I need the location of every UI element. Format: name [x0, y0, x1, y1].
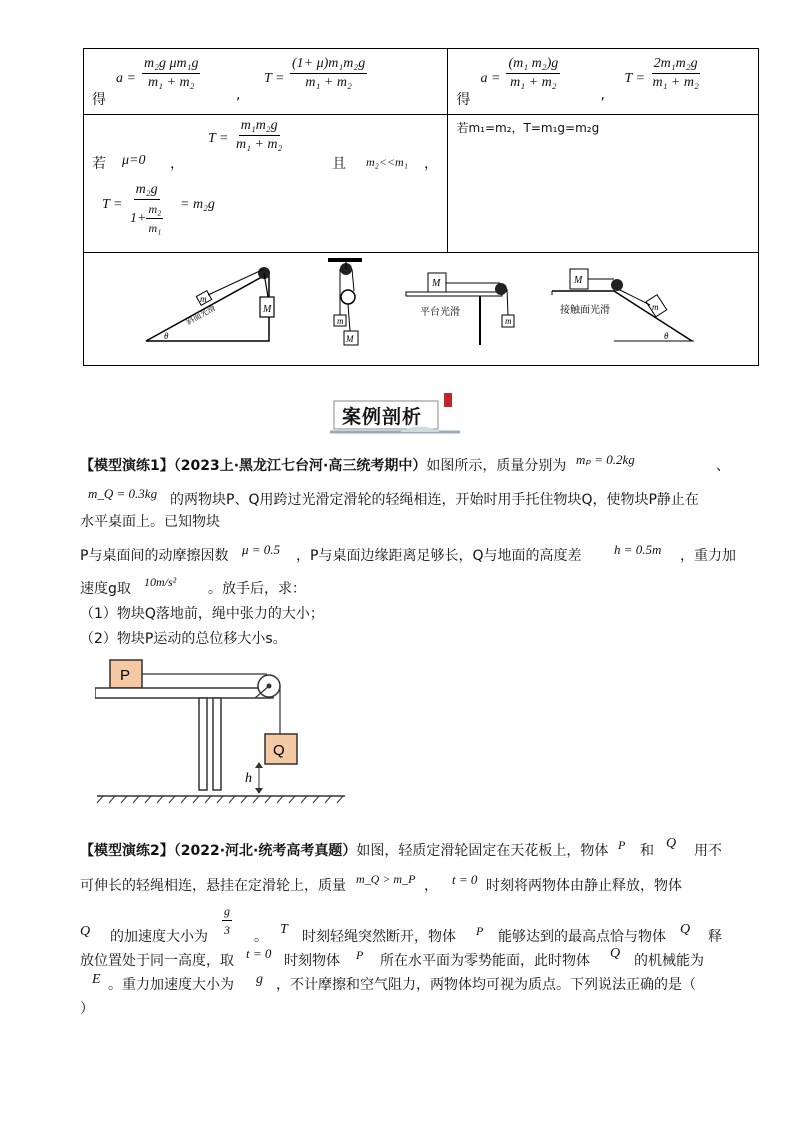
cell-r1c2 [448, 49, 759, 115]
block-P-label: P [120, 667, 131, 684]
M-label: M [432, 278, 441, 289]
M-label: M [346, 334, 354, 344]
height-label: h [245, 771, 252, 786]
ex2-line3e: 释 [708, 929, 722, 945]
M-label: M [574, 275, 583, 286]
and-text: 且 [332, 156, 346, 172]
m-label: m [200, 294, 207, 304]
t-fraction: $\frac{\text{2m₁m₂g}}{\text{m₁ + m₂}}$ [652, 56, 699, 90]
ex1-tag: 【模型演练1】 [80, 458, 174, 474]
incline-smooth-label: 斜面光滑 [184, 303, 217, 327]
ex2-line3d: 能够达到的最高点恰与物体 [498, 929, 666, 945]
ex1-question2: （2）物块P运动的总位移大小s。 [80, 631, 287, 647]
comma: ， [170, 156, 184, 172]
ex1-line5b: 。放手后，求： [208, 581, 306, 597]
case-analysis-banner [330, 393, 460, 433]
symbol-Q: Q [610, 946, 621, 961]
incline-figure [146, 267, 274, 341]
ex1-line4c: ，重力加 [680, 548, 736, 564]
and-text: 和 [640, 843, 654, 859]
prefix-text: 得 [92, 92, 106, 108]
theta-label: θ [164, 331, 169, 341]
t-zero: t = 0 [452, 872, 478, 887]
ex1-line5: 速度g取 [80, 581, 131, 597]
ex2-line5b: ，不计摩擦和空气阻力，两物体均可视为质点。下列说法正确的是（ [276, 977, 696, 993]
platform-figure [406, 273, 514, 345]
ex1-line4b: ，P与桌面边缘距离足够长，Q与地面的高度差 [296, 548, 582, 564]
ex1-g: 10m/s² [144, 575, 177, 589]
formula-table [83, 48, 759, 366]
ex2-line1b: 用不 [694, 843, 722, 859]
m-label: m [337, 316, 344, 326]
figures-row [84, 253, 759, 366]
comma: ， [424, 156, 438, 172]
symbol-E: E [92, 972, 101, 987]
comma: , [600, 87, 605, 103]
t-lhs: T = [208, 131, 229, 146]
symbol-T: T [280, 922, 288, 937]
pulley-figures [84, 253, 758, 361]
ex2-line3c: 时刻轻绳突然断开，物体 [302, 929, 456, 945]
g-over-3: $\frac{g}{3}$ [224, 904, 230, 937]
ex2-line4b: 时刻物体 [284, 953, 340, 969]
cell-r2c2 [448, 115, 759, 253]
mass-condition: m_Q > m_P [356, 872, 416, 886]
symbol-Q: Q [80, 924, 91, 939]
a-fraction: $\frac{\text{m₂g μm₁g}}{\text{m₁ + m₂}}$ [144, 56, 199, 90]
t-fraction: $\frac{\text{m₁m₂g}}{\text{m₁ + m₂}}$ [236, 118, 283, 152]
symbol-P: P [618, 838, 626, 852]
symbol-Q: Q [680, 922, 691, 937]
a-fraction: $\frac{\text{(m₁ m₂)g}}{\text{m₁ + m₂}}$ [508, 56, 559, 90]
ex1-line3: 水平桌面上。已知物块 [80, 514, 220, 530]
ex2-line4d: 的机械能为 [634, 953, 704, 969]
ex1-question1: （1）物块Q落地前，绳中张力的大小； [80, 606, 324, 622]
cell-r2c1 [84, 115, 448, 253]
if-text: 若 [92, 156, 106, 172]
symbol-P: P [476, 924, 484, 938]
ex1-line4: P与桌面间的动摩擦因数 [80, 548, 229, 564]
t-zero: t = 0 [246, 946, 272, 961]
cell-r1c1 [84, 49, 448, 115]
t-fraction: $\frac{\text{(1+ μ)m₁m₂g}}{\text{m₁ + m₂}}$ [292, 56, 366, 90]
ex2-line3a: 的加速度大小为 [110, 929, 208, 945]
symbol-g: g [256, 972, 263, 987]
ex1-figure [95, 650, 415, 805]
ex2-line4c: 所在水平面为零势能面，此时物体 [380, 953, 590, 969]
prefix-text: 得 [456, 92, 471, 108]
comma: ， [424, 878, 438, 894]
equal-mass-text: 若m₁=m₂，T=m₁g=m₂g [456, 121, 600, 135]
ex2-line6: ） [80, 1001, 94, 1017]
t2-fraction: m₂g 1+ $\frac{\text{m₂}}{\text{m₁}}$ [130, 182, 162, 235]
contact-surface-figure [552, 269, 694, 341]
t2-lhs: T = [102, 197, 123, 212]
ex1-text: 如图所示，质量分别为 [426, 458, 567, 474]
ex1-mp: mₚ = 0.2kg [576, 452, 635, 467]
platform-smooth-label: 平台光滑 [420, 307, 460, 318]
symbol-P: P [356, 948, 364, 962]
separator: 、 [716, 458, 730, 474]
condition: m₂<<m₁ [366, 155, 408, 169]
ex1-source: （2023上·黑龙江七台河·高三统考期中） [173, 458, 427, 474]
movable-pulley-figure [328, 258, 362, 345]
ex1-line2: 的两物块P、Q用跨过光滑定滑轮的轻绳相连，开始时用手托住物块Q，使物块P静止在 [170, 492, 699, 508]
a-lhs: a = [480, 71, 501, 86]
ex2-line5a: 。重力加速度大小为 [108, 977, 234, 993]
block-Q-label: Q [273, 742, 285, 759]
symbol-Q: Q [666, 836, 677, 851]
ex2-line2b: 时刻将两物体由静止释放，物体 [486, 878, 682, 894]
ex1-mq: m_Q = 0.3kg [88, 486, 158, 501]
mu-zero: μ=0 [122, 153, 146, 168]
theta-label: θ [664, 331, 669, 341]
t2-rhs: = m₂g [180, 197, 215, 212]
a-lhs: a = [116, 71, 136, 86]
m-label: m [505, 316, 512, 326]
ex2-line1: 【模型演练2】（2022·河北·统考高考真题）如图，轻质定滑轮固定在天花板上，物体 [80, 843, 609, 859]
banner-title: 案例剖析 [342, 406, 423, 428]
contact-smooth-label: 接触面光滑 [560, 305, 610, 316]
m-label: m [652, 302, 659, 312]
period: 。 [254, 929, 268, 945]
t-lhs: T = [624, 71, 645, 86]
ex1-h: h = 0.5m [614, 542, 662, 557]
ex1-mu: μ = 0.5 [242, 542, 281, 557]
comma: , [236, 87, 241, 103]
ex2-line2: 可伸长的轻绳相连，悬挂在定滑轮上，质量 [80, 878, 346, 894]
ex2-line4: 放位置处于同一高度，取 [80, 953, 234, 969]
M-label: M [263, 304, 272, 315]
t-lhs: T = [264, 71, 285, 86]
